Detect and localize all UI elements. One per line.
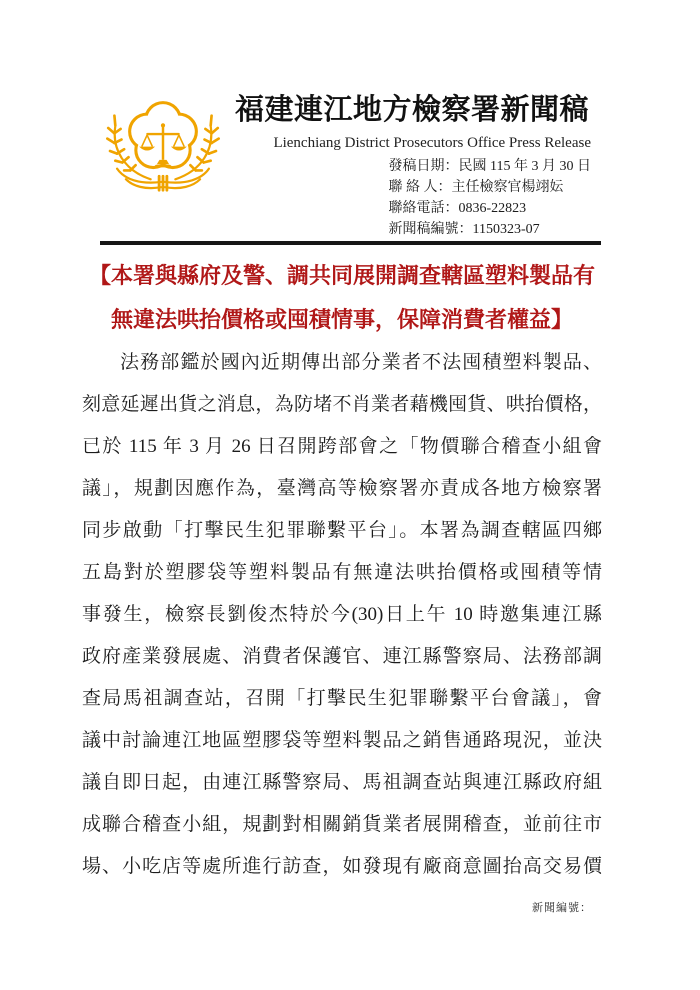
contact-phone-line: 聯絡電話：0836-22823 (388, 201, 527, 216)
body-line: 法務部鑑於國內近期傳出部分業者不法囤積塑料製品、 (120, 352, 602, 373)
body-line: 查局馬祖調查站，召開「打擊民生犯罪聯繫平台會議」，會 (82, 688, 602, 709)
press-release-meta (389, 156, 591, 240)
body-line: 五島對於塑膠袋等塑料製品有無違法哄抬價格或囤積等情 (82, 562, 602, 583)
body-line: 場、小吃店等處所進行訪查，如發現有廠商意圖抬高交易價 (82, 856, 602, 877)
body-text (82, 342, 602, 888)
headline-line: 無違法哄抬價格或囤積情事，保障消費者權益】 (110, 307, 573, 332)
header-divider (100, 241, 601, 245)
footer-press-number-label: 新聞編號： (532, 902, 592, 914)
headline-line: 【本署與縣府及警、調共同展開調查轄區塑料製品有 (88, 263, 595, 288)
body-line: 議」，規劃因應作為，臺灣高等檢察署亦責成各地方檢察署 (82, 478, 602, 499)
body-line: 同步啟動「打擊民生犯罪聯繫平台」。本署為調查轄區四鄉 (82, 520, 602, 541)
headline (82, 254, 602, 342)
body-line: 成聯合稽查小組，規劃對相關銷貨業者展開稽查，並前往市 (82, 814, 602, 835)
body-line: 已於 115 年 3 月 26 日召開跨部會之「物價聯合稽查小組會 (82, 436, 602, 457)
office-title-english: Lienchiang District Prosecutors Office Press Release (273, 135, 591, 151)
masthead (233, 94, 591, 240)
press-number-line: 新聞稿編號：1150323-07 (388, 222, 540, 237)
body-line: 政府產業發展處、消費者保護官、連江縣警察局、法務部調 (82, 646, 602, 667)
scales-of-justice-emblem-icon (100, 98, 226, 204)
body-line: 議自即日起，由連江縣警察局、馬祖調查站與連江縣政府組 (82, 772, 602, 793)
office-title: 福建連江地方檢察署新聞稿 (234, 94, 589, 126)
contact-person-line: 聯 絡 人：主任檢察官楊翊妘 (388, 180, 564, 195)
body-line: 事發生，檢察長劉俊杰特於今(30)日上午 10 時邀集連江縣 (82, 604, 602, 625)
release-date-line: 發稿日期：民國 115 年 3 月 30 日 (388, 159, 591, 174)
body-line: 議中討論連江地區塑膠袋等塑料製品之銷售通路現況，並決 (82, 730, 602, 751)
body-line: 刻意延遲出貨之消息，為防堵不肖業者藉機囤貨、哄抬價格， (82, 394, 602, 415)
